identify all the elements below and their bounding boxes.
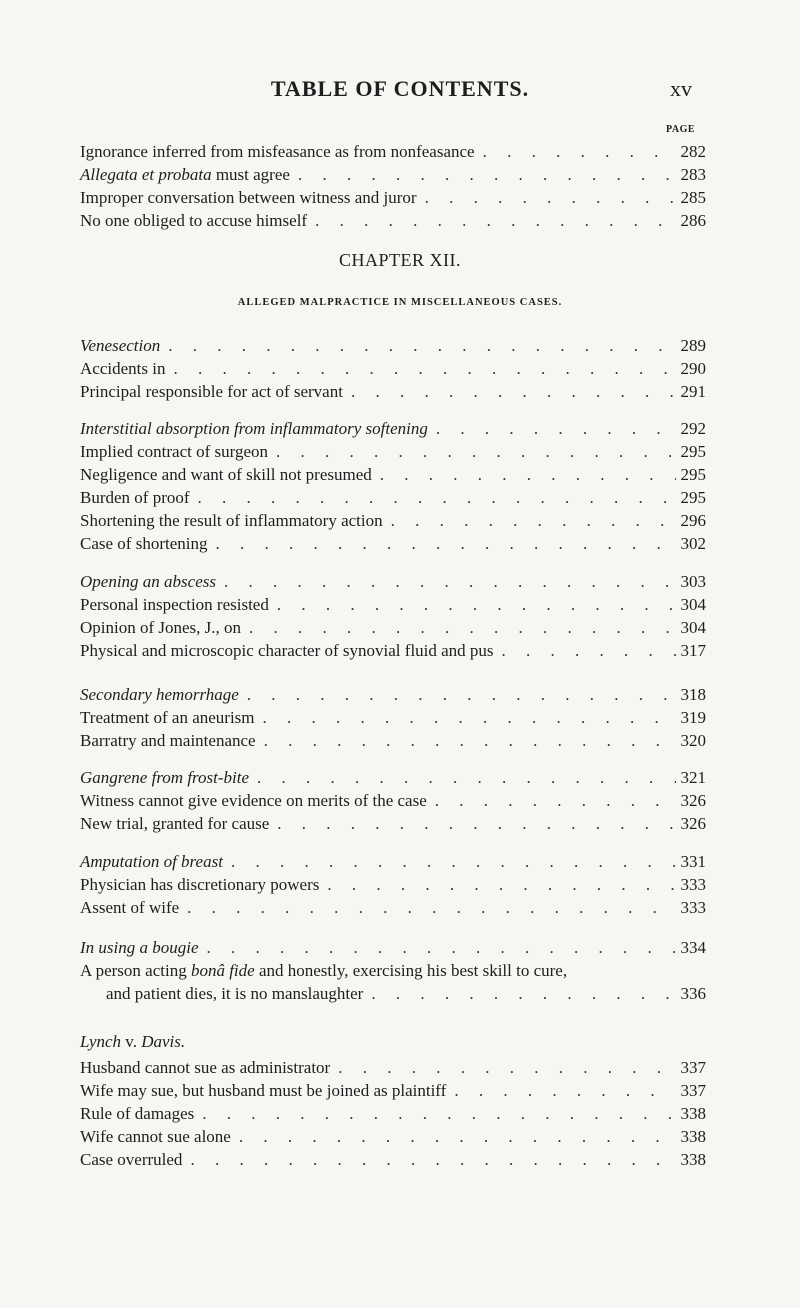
toc-entry[interactable] [80, 465, 706, 485]
entry-text: Wife cannot sue alone [80, 1127, 231, 1146]
entry-text: Husband cannot sue as administrator [80, 1058, 331, 1077]
entry-text: Case of shortening [80, 534, 208, 553]
entry-text-line2: and patient dies, it is no manslaughter [106, 984, 364, 1003]
dot-leader [231, 1127, 676, 1147]
case-heading-b: v. [121, 1032, 142, 1051]
dot-leader [268, 442, 676, 462]
toc-entry[interactable] [80, 731, 706, 751]
toc-entry[interactable] [80, 336, 706, 356]
toc-entry[interactable] [80, 641, 706, 661]
entry-text-a: A person acting [80, 961, 191, 980]
dot-leader [249, 768, 676, 788]
toc-entry[interactable] [80, 211, 706, 231]
case-heading [80, 1032, 185, 1052]
entry-page: 286 [680, 211, 706, 230]
entry-text: Implied contract of surgeon [80, 442, 269, 461]
entry-text: Improper conversation between witness and juror [80, 188, 417, 207]
entry-page: 303 [680, 572, 706, 591]
entry-page: 318 [680, 685, 706, 704]
dot-leader [194, 1104, 676, 1124]
entry-page: 295 [680, 488, 706, 507]
toc-entry[interactable] [80, 875, 706, 895]
dot-leader [383, 511, 676, 531]
entry-text: Shortening the result of inflammatory action [80, 511, 383, 530]
dot-leader [307, 211, 676, 231]
dot-leader [475, 142, 676, 162]
dot-leader [319, 875, 676, 895]
toc-entry[interactable] [80, 534, 706, 554]
dot-leader [269, 814, 676, 834]
toc-entry[interactable] [80, 188, 706, 208]
dot-leader [241, 618, 676, 638]
dot-leader [199, 938, 676, 958]
entry-page: 295 [680, 442, 706, 461]
dot-leader [239, 685, 676, 705]
page-column-label: PAGE [666, 124, 696, 135]
toc-entry[interactable] [80, 595, 706, 615]
entry-page: 333 [680, 875, 706, 894]
entry-text: Burden of proof [80, 488, 190, 507]
page-numeral: xv [670, 76, 692, 101]
entry-text: New trial, granted for cause [80, 814, 270, 833]
entry-page: 337 [680, 1081, 706, 1100]
entry-text: Physician has discretionary powers [80, 875, 320, 894]
toc-entry[interactable] [80, 618, 706, 638]
dot-leader [182, 1150, 676, 1170]
entry-text: Assent of wife [80, 898, 180, 917]
entry-page: 319 [680, 708, 706, 727]
entry-text: Accidents in [80, 359, 166, 378]
dot-leader [290, 165, 676, 185]
entry-text-rest: must agree [211, 165, 290, 184]
toc-entry[interactable] [80, 1104, 706, 1124]
entry-text: Interstitial absorption from inflammatory softening [80, 419, 428, 438]
entry-page: 283 [680, 165, 706, 184]
entry-text: Rule of damages [80, 1104, 195, 1123]
toc-entry[interactable] [80, 768, 706, 788]
entry-page: 333 [680, 898, 706, 917]
entry-page: 317 [680, 641, 706, 660]
dot-leader [255, 708, 676, 728]
entry-text: Opening an abscess [80, 572, 216, 591]
entry-page: 290 [680, 359, 706, 378]
page-title: TABLE OF CONTENTS. [270, 76, 530, 101]
entry-text [80, 165, 290, 185]
toc-entry[interactable] [80, 1127, 706, 1147]
dot-leader [216, 572, 676, 592]
toc-entry[interactable] [80, 685, 706, 705]
entry-page: 331 [680, 852, 706, 871]
toc-entry[interactable] [80, 1150, 706, 1170]
toc-entry[interactable] [80, 898, 706, 918]
entry-text-italic: bonâ fide [190, 961, 255, 980]
toc-entry-continuation[interactable] [106, 984, 706, 1004]
dot-leader [417, 188, 676, 208]
case-heading-a: Lynch [80, 1032, 122, 1051]
entry-page: 304 [680, 595, 706, 614]
entry-text: Principal responsible for act of servant [80, 382, 343, 401]
entry-page: 304 [680, 618, 706, 637]
toc-entry-multiline[interactable] [80, 961, 706, 981]
chapter-title: CHAPTER XII. [339, 250, 461, 270]
entry-page: 321 [680, 768, 706, 787]
entry-text: Negligence and want of skill not presumed [80, 465, 372, 484]
entry-text: Opinion of Jones, J., on [80, 618, 242, 637]
entry-text: Gangrene from frost-bite [80, 768, 250, 787]
entry-page: 289 [680, 336, 706, 355]
entry-page: 326 [680, 791, 706, 810]
entry-text: Secondary hemorrhage [80, 685, 239, 704]
dot-leader [363, 984, 676, 1004]
dot-leader [446, 1081, 676, 1101]
entry-page: 338 [680, 1104, 706, 1123]
entry-text: Case overruled [80, 1150, 183, 1169]
dot-leader [330, 1058, 676, 1078]
entry-page: 320 [680, 731, 706, 750]
dot-leader [160, 336, 676, 356]
toc-entry[interactable] [80, 814, 706, 834]
entry-page: 291 [680, 382, 706, 401]
entry-text-italic: Allegata et probata [80, 165, 212, 184]
entry-page: 292 [680, 419, 706, 438]
dot-leader [494, 641, 676, 661]
dot-leader [427, 791, 676, 811]
entry-page: 337 [680, 1058, 706, 1077]
entry-text: Barratry and maintenance [80, 731, 256, 750]
toc-entry[interactable] [80, 488, 706, 508]
dot-leader [269, 595, 676, 615]
toc-entry[interactable] [80, 1081, 706, 1101]
entry-page: 295 [680, 465, 706, 484]
dot-leader [256, 731, 676, 751]
entry-page: 338 [680, 1150, 706, 1169]
toc-entry[interactable] [80, 165, 706, 185]
toc-entry[interactable] [80, 359, 706, 379]
entry-text: Wife may sue, but husband must be joined as plaintiff [80, 1081, 447, 1100]
entry-text: In using a bougie [80, 938, 199, 957]
dot-leader [207, 534, 676, 554]
toc-entry[interactable] [80, 708, 706, 728]
entry-text-line1 [80, 961, 567, 981]
entry-text: Venesection [80, 336, 161, 355]
entry-page: 334 [680, 938, 706, 957]
toc-entry[interactable] [80, 791, 706, 811]
toc-entry[interactable] [80, 1058, 706, 1078]
toc-entry[interactable] [80, 938, 706, 958]
dot-leader [190, 488, 676, 508]
chapter-subtitle: ALLEGED MALPRACTICE IN MISCELLANEOUS CASES. [237, 297, 563, 308]
entry-text: Ignorance inferred from misfeasance as from nonfeasance [80, 142, 475, 161]
dot-leader [343, 382, 676, 402]
entry-page: 282 [680, 142, 706, 161]
dot-leader [165, 359, 676, 379]
entry-page: 302 [680, 534, 706, 553]
toc-entry[interactable] [80, 511, 706, 531]
entry-text: Amputation of breast [80, 852, 223, 871]
entry-text: Treatment of an aneurism [80, 708, 255, 727]
toc-entry[interactable] [80, 442, 706, 462]
entry-page: 326 [680, 814, 706, 833]
toc-entry[interactable] [80, 142, 706, 162]
entry-page: 336 [680, 984, 706, 1003]
dot-leader [179, 898, 676, 918]
dot-leader [428, 419, 676, 439]
entry-page: 285 [680, 188, 706, 207]
dot-leader [372, 465, 676, 485]
entry-text-b: and honestly, exercising his best skill to cure, [254, 961, 568, 980]
entry-text: Physical and microscopic character of synovial fluid and pus [80, 641, 494, 660]
entry-page: 296 [680, 511, 706, 530]
dot-leader [223, 852, 676, 872]
toc-entry[interactable] [80, 419, 706, 439]
entry-text: Witness cannot give evidence on merits of the case [80, 791, 427, 810]
toc-entry[interactable] [80, 852, 706, 872]
toc-entry[interactable] [80, 572, 706, 592]
case-heading-c: Davis. [141, 1032, 186, 1051]
entry-page: 338 [680, 1127, 706, 1146]
entry-text: No one obliged to accuse himself [80, 211, 308, 230]
entry-text: Personal inspection resisted [80, 595, 269, 614]
toc-entry[interactable] [80, 382, 706, 402]
